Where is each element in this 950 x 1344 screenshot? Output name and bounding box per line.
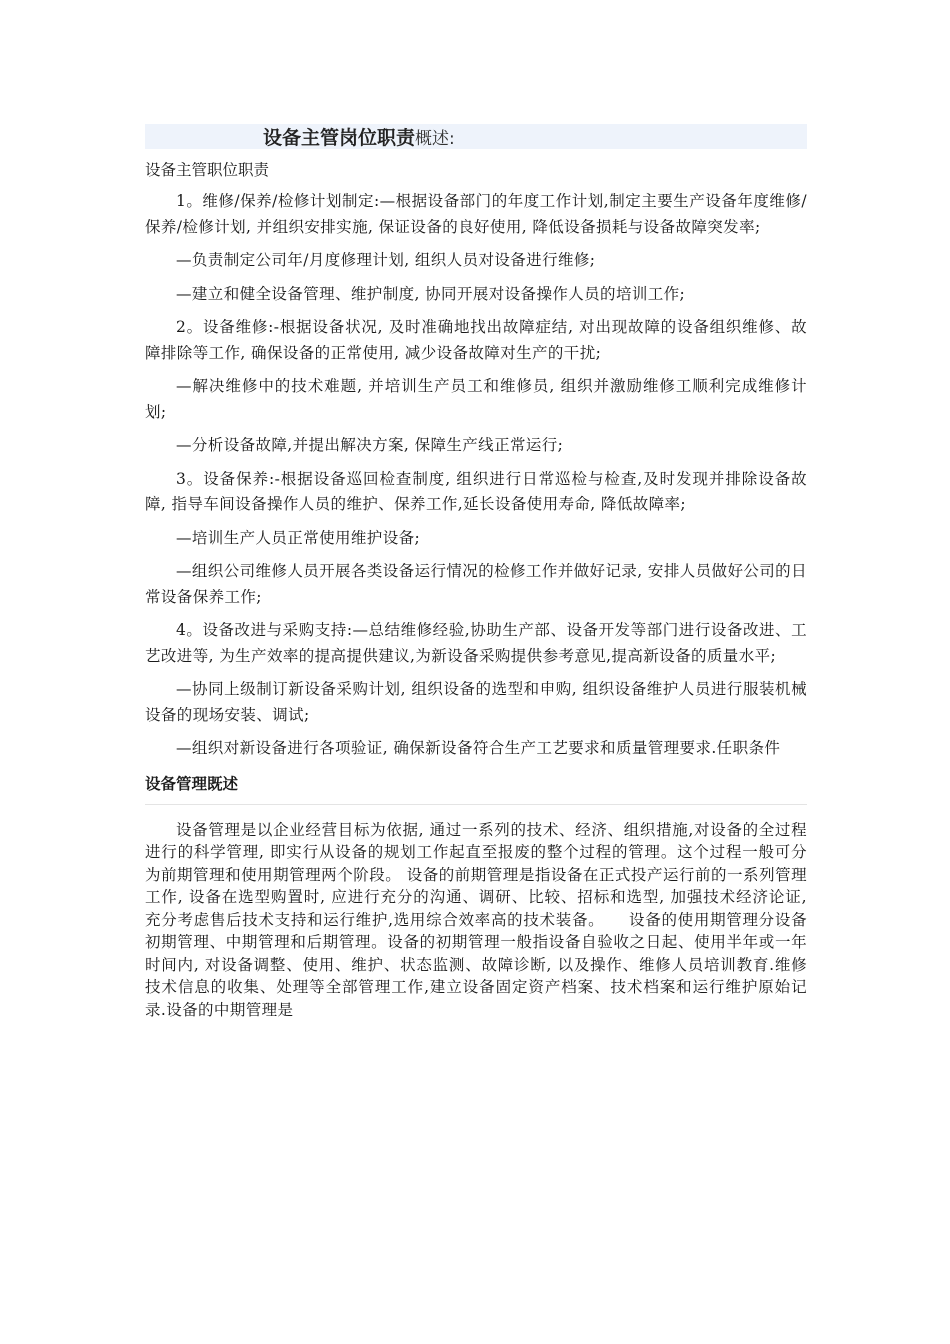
paragraph: —培训生产人员正常使用维护设备; [176,528,421,547]
section-heading: 设备管理既述 [145,774,239,793]
paragraph: —解决维修中的技术难题, 并培训生产员工和维修员, 组织并激励维修工顺利完成维修计划; [145,377,807,421]
subtitle: 设备主管职位职责 [145,161,270,179]
paragraph: —组织对新设备进行各项验证, 确保新设备符合生产工艺要求和质量管理要求.任职条件 [176,739,781,757]
divider [145,804,807,805]
title-bar [145,124,807,149]
page-title: 设备主管岗位职责 [263,127,416,149]
paragraph: 3。设备保养:-根据设备巡回检查制度, 组织进行日常巡检与检查,及时发现并排除设备故障, 指导车间设备操作人员的维护、保养工作,延长设备使用寿命, 降低故障率; [145,469,807,513]
paragraph: —组织公司维修人员开展各类设备运行情况的检修工作并做好记录, 安排人员做好公司的日常设备保养工作; [145,562,807,606]
body-paragraph: 设备管理是以企业经营目标为依据, 通过一系列的技术、经济、组织措施,对设备的全过程进行的科学管理, 即实行从设备的规划工作起直至报废的整个过程的管理。这个过程一般可分为前期管理和使用期管理两个阶段。 设备的前期管理是指设备在正式投产运行前的一系列管理工作, 设备在选型购置时, 应进行充分的沟通、调研、比较、招标和选型, 加强技术经济论证, 充分考虑售后技术支持和运行维护,选用综合效率高的技术装备。 设备的使用期管理分设备初期管理、中期管理和后期管理。设备的初期管理一般指设备自验收之日起、使用半年或一年时间内, 对设备调整、使用、维护、状态监测、故障诊断, 以及操作、维修人员培训教育.维修技术信息的收集、处理等全部管理工作,建立设备固定资产档案、技术档案和运行维护原始记录.设备的中期管理是 [145,820,807,1019]
paragraph: 2。设备维修:-根据设备状况, 及时准确地找出故障症结, 对出现故障的设备组织维修、故障排除等工作, 确保设备的正常使用, 减少设备故障对生产的干扰; [145,318,807,362]
paragraph: —负责制定公司年/月度修理计划, 组织人员对设备进行维修; [176,251,596,269]
paragraph: —分析设备故障,并提出解决方案, 保障生产线正常运行; [176,436,564,454]
paragraph: 1。维修/保养/检修计划制定:—根据设备部门的年度工作计划,制定主要生产设备年度维修/保养/检修计划, 并组织安排实施, 保证设备的良好使用, 降低设备损耗与设备故障突发率; [145,192,807,236]
paragraph: 4。设备改进与采购支持:—总结维修经验,协助生产部、设备开发等部门进行设备改进、工艺改进等, 为生产效率的提高提供建议,为新设备采购提供参考意见,提高新设备的质量水平; [145,621,807,665]
paragraph: —协同上级制订新设备采购计划, 组织设备的选型和申购, 组织设备维护人员进行服装机械设备的现场安装、调试; [145,680,807,724]
page-title-suffix: 概述: [415,129,455,149]
document-page [145,124,807,1021]
paragraph: —建立和健全设备管理、维护制度, 协同开展对设备操作人员的培训工作; [176,284,686,303]
